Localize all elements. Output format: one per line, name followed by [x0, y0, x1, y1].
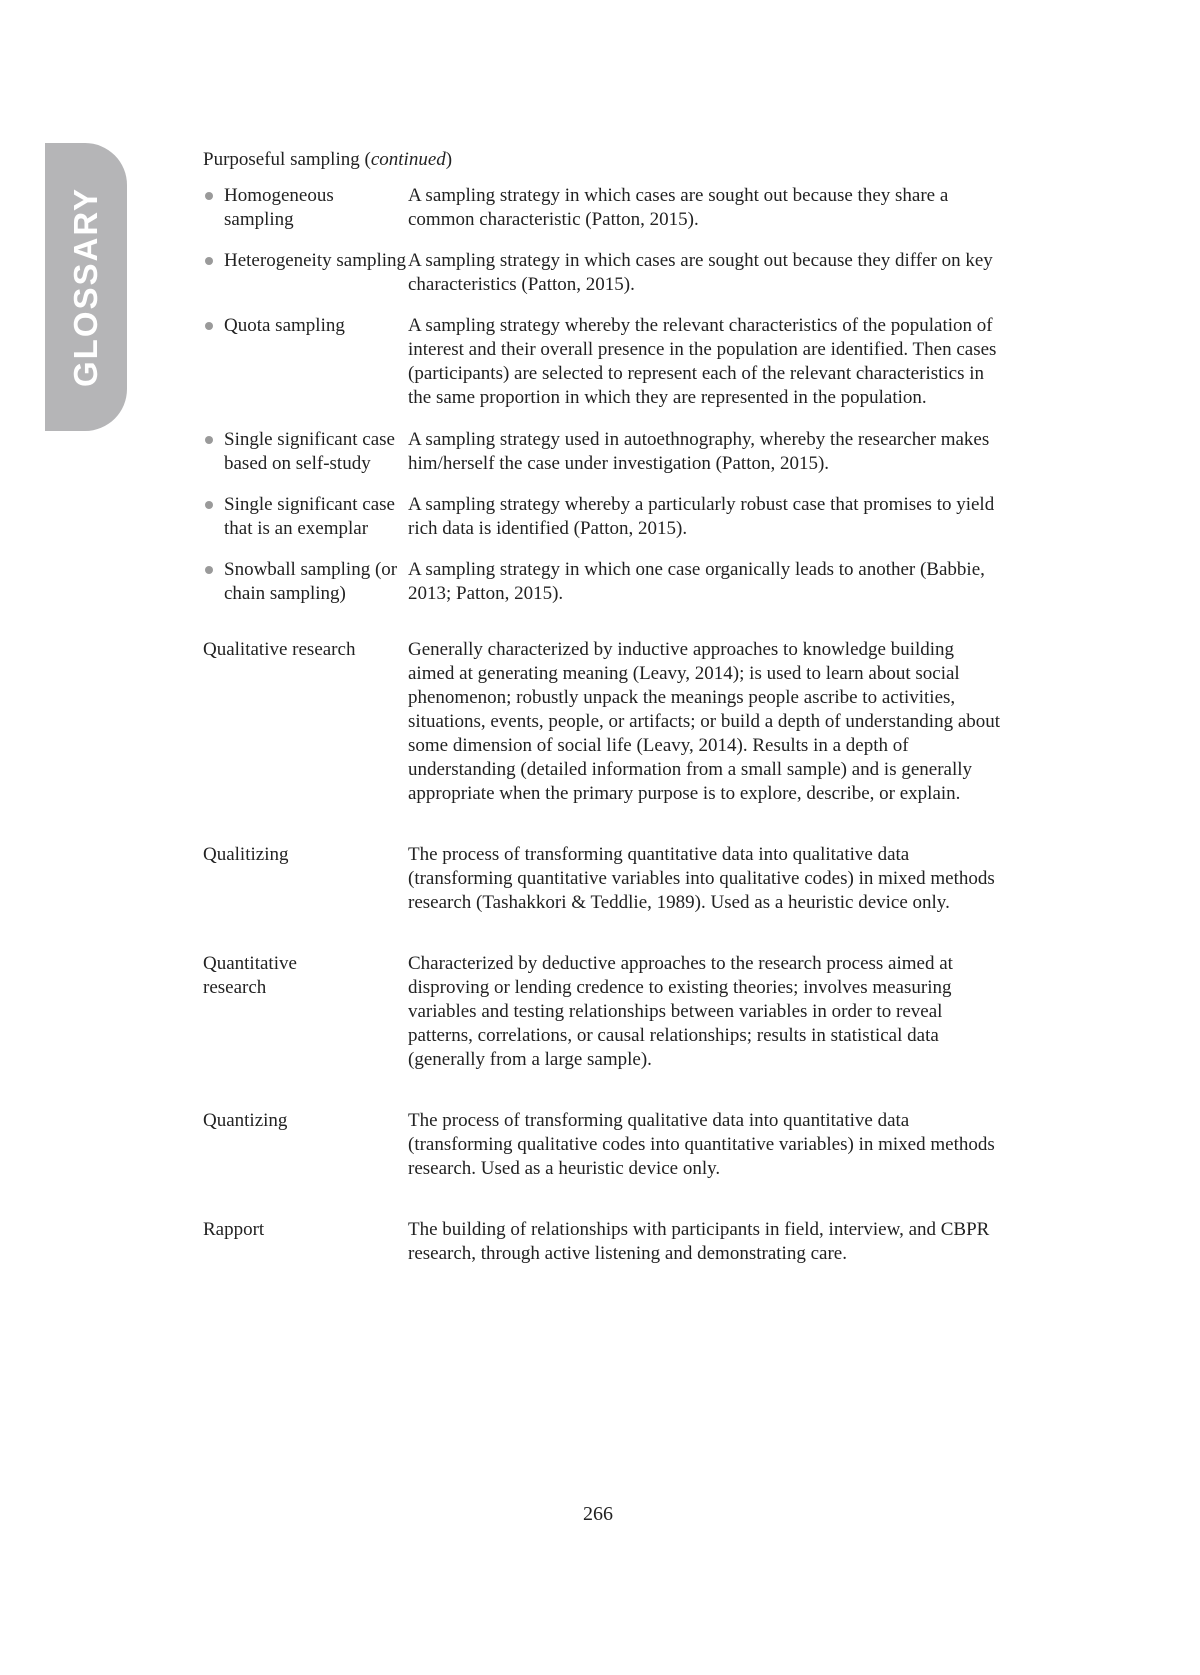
- bullet-icon: [205, 501, 213, 509]
- glossary-entry: [203, 558, 1003, 606]
- entry-definition: A sampling strategy used in autoethnography, whereby the researcher makes him/herself the case under investigation (Patton, 2015).: [408, 429, 990, 474]
- entry-term: Heterogeneity sampling: [203, 249, 408, 297]
- entry-definition: A sampling strategy in which one case organically leads to another (Babbie, 2013; Patton, 2015).: [408, 559, 985, 604]
- glossary-entry: [203, 493, 1003, 541]
- glossary-entry: [203, 952, 1003, 1072]
- entry-term: Snowball sampling (or chain sampling): [203, 558, 408, 606]
- entry-term: Quantitative research: [203, 953, 297, 998]
- entry-definition: A sampling strategy in which cases are sought out because they differ on key characteristics (Patton, 2015).: [408, 250, 993, 295]
- heading-text: Purposeful sampling (: [203, 149, 371, 170]
- glossary-content: [203, 148, 1003, 1304]
- heading-emphasis: continued: [370, 149, 446, 170]
- page-number: 266: [583, 1503, 613, 1525]
- entry-term: Rapport: [203, 1219, 265, 1240]
- glossary-entry: [203, 1218, 1003, 1266]
- glossary-entry: [203, 314, 1003, 410]
- bullet-icon: [205, 257, 213, 265]
- bullet-icon: [205, 566, 213, 574]
- entry-term: Single significant case that is an exemplar: [203, 493, 408, 541]
- entry-term: Single significant case based on self-study: [203, 428, 408, 476]
- glossary-tab-label: GLOSSARY: [67, 187, 104, 387]
- glossary-entry: [203, 1109, 1003, 1181]
- glossary-entry: [203, 184, 1003, 232]
- entry-definition: Generally characterized by inductive approaches to knowledge building aimed at generating meaning (Leavy, 2014); is used to learn about social phenomenon; robustly unpack the meanings people ascribe to activities, situations, events, people, or artifacts; or build a depth of understanding about some dimension of social life (Leavy, 2014). Results in a depth of understanding (detailed information from a small sample) and is generally appropriate when the primary purpose is to explore, describe, or explain.: [408, 639, 1001, 804]
- glossary-entry: [203, 638, 1003, 806]
- entry-term: Homogeneous sampling: [203, 184, 408, 232]
- glossary-entry: [203, 249, 1003, 297]
- glossary-side-tab: [45, 143, 127, 431]
- glossary-entry: [203, 843, 1003, 915]
- bullet-icon: [205, 322, 213, 330]
- bullet-icon: [205, 436, 213, 444]
- entry-definition: The process of transforming qualitative data into quantitative data (transforming qualitative codes into quantitative variables) in mixed methods research. Used as a heuristic device only.: [408, 1110, 995, 1179]
- entry-definition: The process of transforming quantitative data into qualitative data (transforming quantitative variables into qualitative codes) in mixed methods research (Tashakkori & Teddlie, 1989). Used as a heuristic device only.: [408, 844, 995, 913]
- glossary-entry: [203, 428, 1003, 476]
- entry-term: Qualitative research: [203, 639, 356, 660]
- entry-term: Quantizing: [203, 1110, 288, 1131]
- entry-definition: A sampling strategy in which cases are sought out because they share a common characteristic (Patton, 2015).: [408, 185, 949, 230]
- heading-close: ): [445, 149, 453, 170]
- entry-definition: A sampling strategy whereby the relevant characteristics of the population of interest and their overall presence in the population are identified. Then cases (participants) are selected to represent each of the relevant characteristics in the same proportion in which they are represented in the population.: [408, 315, 997, 408]
- entry-term: Qualitizing: [203, 844, 289, 865]
- entry-definition: The building of relationships with participants in field, interview, and CBPR research, through active listening and demonstrating care.: [408, 1219, 990, 1264]
- entry-term: Quota sampling: [203, 314, 408, 410]
- entry-definition: Characterized by deductive approaches to the research process aimed at disproving or lending credence to existing theories; involves measuring variables and testing relationships between variables in order to reveal patterns, correlations, or causal relationships; results in statistical data (generally from a large sample).: [408, 953, 953, 1070]
- bullet-icon: [205, 192, 213, 200]
- section-heading: [203, 148, 1003, 172]
- entry-definition: A sampling strategy whereby a particularly robust case that promises to yield rich data is identified (Patton, 2015).: [408, 494, 995, 539]
